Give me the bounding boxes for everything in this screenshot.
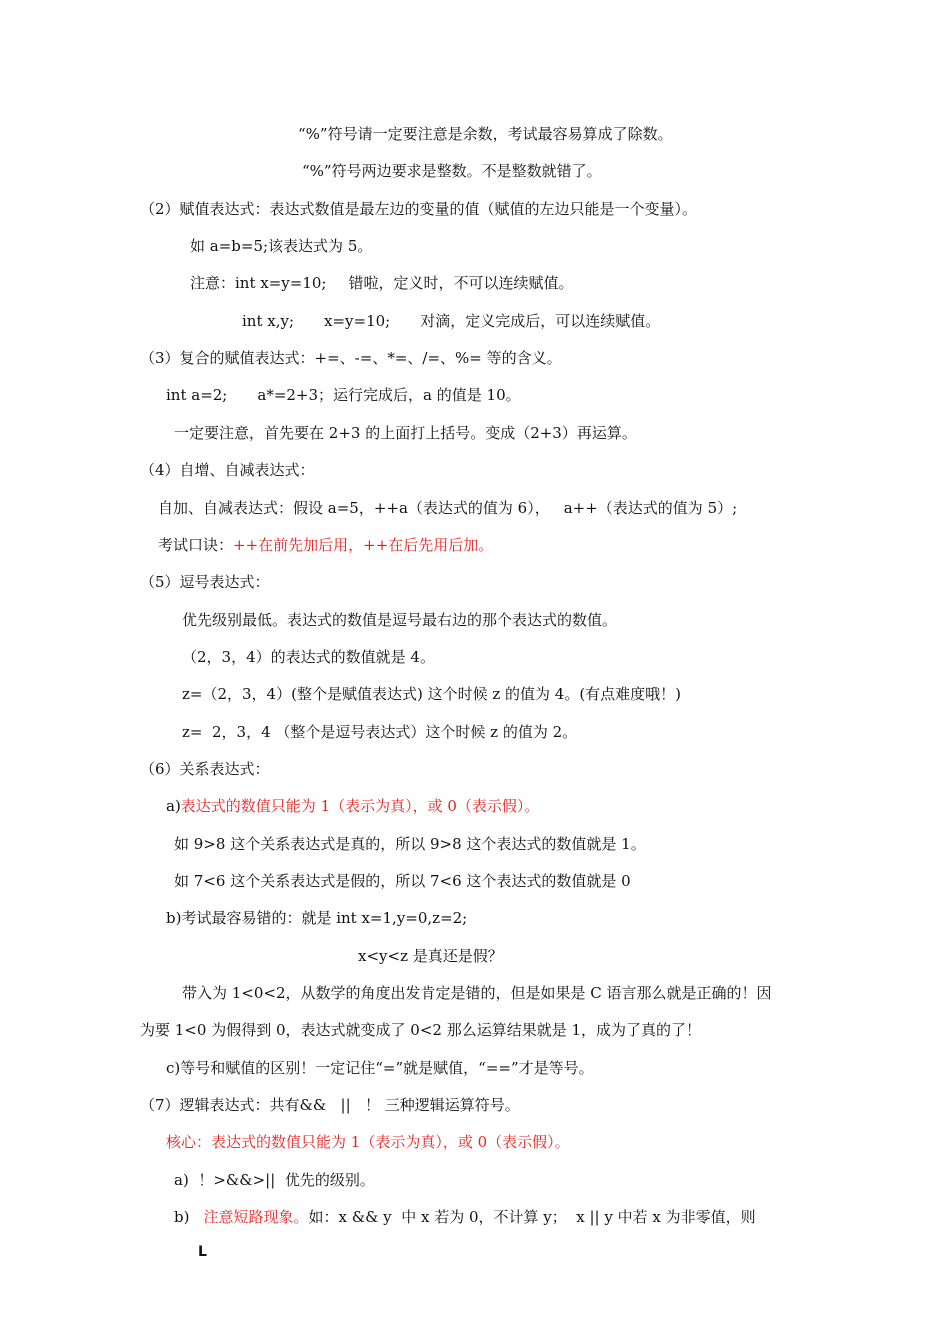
page-fragment-mark: L [198, 1244, 207, 1260]
line-parentheses-note: 一定要注意，首先要在 2+3 的上面打上括号。变成（2+3）再运算。 [174, 424, 637, 442]
line-short-circuit [174, 1207, 756, 1227]
assign-code: x=y=10; [324, 312, 391, 330]
line-assignment-example: 如 a=b=5;该表达式为 5。 [190, 237, 373, 255]
pre-increment: 自加、自减表达式：假设 a=5，++a（表达式的值为 6）， [158, 499, 550, 517]
line-percent-integers: “%”符号两边要求是整数。不是整数就错了。 [302, 162, 602, 180]
line-comma-priority: 优先级别最低。表达式的数值是逗号最右边的那个表达式的数值。 [182, 611, 618, 629]
mnemonic-text: ++在前先加后用，++在后先用后加。 [233, 536, 494, 554]
heading-comma-expression: （5）逗号表达式： [140, 573, 270, 591]
heading-increment-decrement: （4）自增、自减表达式： [140, 461, 315, 479]
line-comma-example-3: z= 2，3，4 （整个是逗号表达式）这个时候 z 的值为 2。 [182, 723, 578, 741]
compound-result: a*=2+3；运行完成后，a 的值是 10。 [257, 386, 521, 404]
correct-explanation: 对滴，定义完成后，可以连续赋值。 [420, 312, 661, 330]
line-comma-example-1: （2，3，4）的表达式的数值就是 4。 [182, 648, 435, 666]
heading-relational-expression: （6）关系表达式： [140, 760, 270, 778]
line-common-mistake: b)考试最容易错的：就是 int x=1,y=0,z=2; [166, 909, 468, 927]
heading-assignment-expression: （2）赋值表达式：表达式数值是最左边的变量的值（赋值的左边只能是一个变量）。 [140, 200, 698, 218]
line-increment-example [158, 498, 737, 518]
line-logical-core: 核心：表达式的数值只能为 1（表示为真），或 0（表示假）。 [166, 1133, 570, 1151]
line-note-wrong-init [190, 273, 573, 293]
declaration-code: int x,y; [242, 312, 295, 330]
note-explanation: 错啦，定义时，不可以连续赋值。 [348, 274, 574, 292]
line-relational-false: 如 7<6 这个关系表达式是假的，所以 7<6 这个表达式的数值就是 0 [174, 872, 631, 890]
post-increment: a++（表达式的值为 5）; [563, 499, 738, 517]
line-relational-true: 如 9>8 这个关系表达式是真的，所以 9>8 这个表达式的数值就是 1。 [174, 835, 646, 853]
line-correct-assign [242, 311, 660, 331]
line-chained-compare: x<y<z 是真还是假？ [358, 947, 503, 965]
short-circuit-detail: 如：x && y 中 x 若为 0，不计算 y； x || y 中若 x 为非零值，则 [308, 1208, 756, 1226]
line-comma-example-2: z=（2，3，4）(整个是赋值表达式) 这个时候 z 的值为 4。(有点难度哦！) [182, 685, 682, 703]
line-relational-value [166, 796, 539, 816]
heading-logical-expression: （7）逻辑表达式：共有&& || ！ 三种逻辑运算符号。 [140, 1096, 520, 1114]
item-b-label: b) [174, 1208, 190, 1226]
line-logical-priority: a) ！>&&>|| 优先的级别。 [174, 1171, 375, 1189]
line-exam-mnemonic [158, 535, 493, 555]
relational-rule: 表达式的数值只能为 1（表示为真），或 0（表示假）。 [180, 797, 540, 815]
line-percent-remainder: “%”符号请一定要注意是余数，考试最容易算成了除数。 [298, 125, 673, 143]
note-code: 注意：int x=y=10; [190, 274, 327, 292]
short-circuit-title: 注意短路现象。 [203, 1208, 309, 1226]
line-equal-vs-assign: c)等号和赋值的区别！一定记住“=”就是赋值，“==”才是等号。 [166, 1059, 594, 1077]
line-explanation-1: 带入为 1<0<2，从数学的角度出发肯定是错的，但是如果是 C 语言那么就是正确的！因 [182, 984, 772, 1002]
line-explanation-2: 为要 1<0 为假得到 0，表达式就变成了 0<2 那么运算结果就是 1，成为了真的了！ [140, 1021, 702, 1039]
line-compound-example [166, 385, 521, 405]
compound-decl: int a=2; [166, 386, 228, 404]
item-a-label: a) [166, 797, 181, 815]
mnemonic-label: 考试口诀： [158, 536, 234, 554]
heading-compound-assignment: （3）复合的赋值表达式：+=、-=、*=、/=、%= 等的含义。 [140, 349, 562, 367]
